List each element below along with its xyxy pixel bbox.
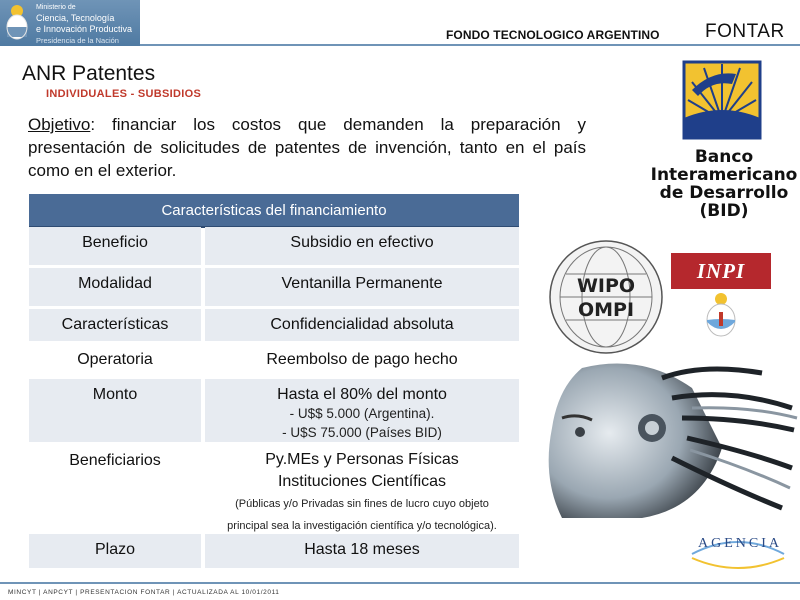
row-detail: principal sea la investigación científica y/o tecnológica). (227, 520, 497, 532)
table-row (29, 445, 519, 531)
row-label: Plazo (29, 534, 201, 568)
row-value: Hasta 18 meses (205, 534, 519, 568)
row-value: Confidencialidad absoluta (205, 309, 519, 341)
page-header (0, 0, 800, 48)
table-row (29, 309, 519, 341)
ministry-name (36, 2, 132, 46)
bid-name (646, 148, 800, 220)
row-label: Beneficio (29, 227, 201, 265)
fund-name: FONDO TECNOLOGICO ARGENTINO (446, 28, 660, 42)
agencia-name: AGENCIA (698, 536, 782, 551)
row-value (205, 379, 519, 442)
objective-label: Objetivo (28, 115, 91, 134)
footer-divider (0, 582, 800, 584)
ministry-line: Ministerio de (36, 4, 76, 11)
bid-line: Interamericano (650, 165, 798, 185)
table-row (29, 344, 519, 376)
ministry-line: Ciencia, Tecnología (36, 13, 115, 23)
table-row (29, 268, 519, 306)
ministry-banner (0, 0, 140, 46)
table-header: Características del financiamiento (29, 194, 519, 228)
robot-head-image (522, 358, 800, 518)
row-label: Características (29, 309, 201, 341)
row-label: Beneficiarios (29, 445, 201, 531)
page-subtitle: INDIVIDUALES - SUBSIDIOS (46, 88, 202, 100)
row-label: Modalidad (29, 268, 201, 306)
brand-name: FONTAR (705, 21, 785, 42)
row-detail: - U$S 75.000 (Países BID) (282, 425, 442, 440)
wipo-top-text: WIPO (576, 275, 636, 297)
bid-line: Banco (694, 147, 754, 167)
argentina-crest-icon (4, 3, 30, 41)
row-detail: (Públicas y/o Privadas sin fines de lucro cuyo objeto (235, 498, 489, 510)
footer-text: MINCYT | ANPCYT | PRESENTACION FONTAR | ACTUALIZADA AL 10/01/2011 (8, 589, 280, 596)
financing-table (29, 227, 519, 568)
table-row (29, 227, 519, 265)
wipo-bottom-text: OMPI (577, 299, 635, 321)
inpi-logo: INPI (671, 253, 771, 289)
row-value: Ventanilla Permanente (205, 268, 519, 306)
row-detail: - U$$ 5.000 (Argentina). (289, 406, 435, 421)
table-row (29, 379, 519, 442)
row-value-main: Py.MEs y Personas Físicas Instituciones Científicas (265, 451, 459, 490)
row-value: Subsidio en efectivo (205, 227, 519, 265)
argentina-shield-icon (702, 292, 740, 338)
ministry-line: e Innovación Productiva (36, 24, 133, 34)
bid-line: (BID) (699, 201, 749, 221)
row-value-main: Hasta el 80% del monto (277, 386, 447, 403)
row-label: Operatoria (29, 344, 201, 376)
wipo-logo-icon (546, 238, 666, 356)
table-row (29, 534, 519, 568)
bid-line: de Desarrollo (659, 183, 789, 203)
row-value: Reembolso de pago hecho (205, 344, 519, 376)
objective-text: : financiar los costos que demanden la preparación y presentación de solicitudes de patentes de invención, tanto en el país como en el exterior. (28, 115, 586, 180)
row-label: Monto (29, 379, 201, 442)
bid-logo-icon (682, 60, 762, 140)
row-value (205, 445, 519, 531)
header-divider (140, 44, 800, 46)
objective-paragraph (28, 113, 586, 182)
page-title: ANR Patentes (22, 62, 156, 85)
ministry-line: Presidencia de la Nación (36, 36, 119, 45)
